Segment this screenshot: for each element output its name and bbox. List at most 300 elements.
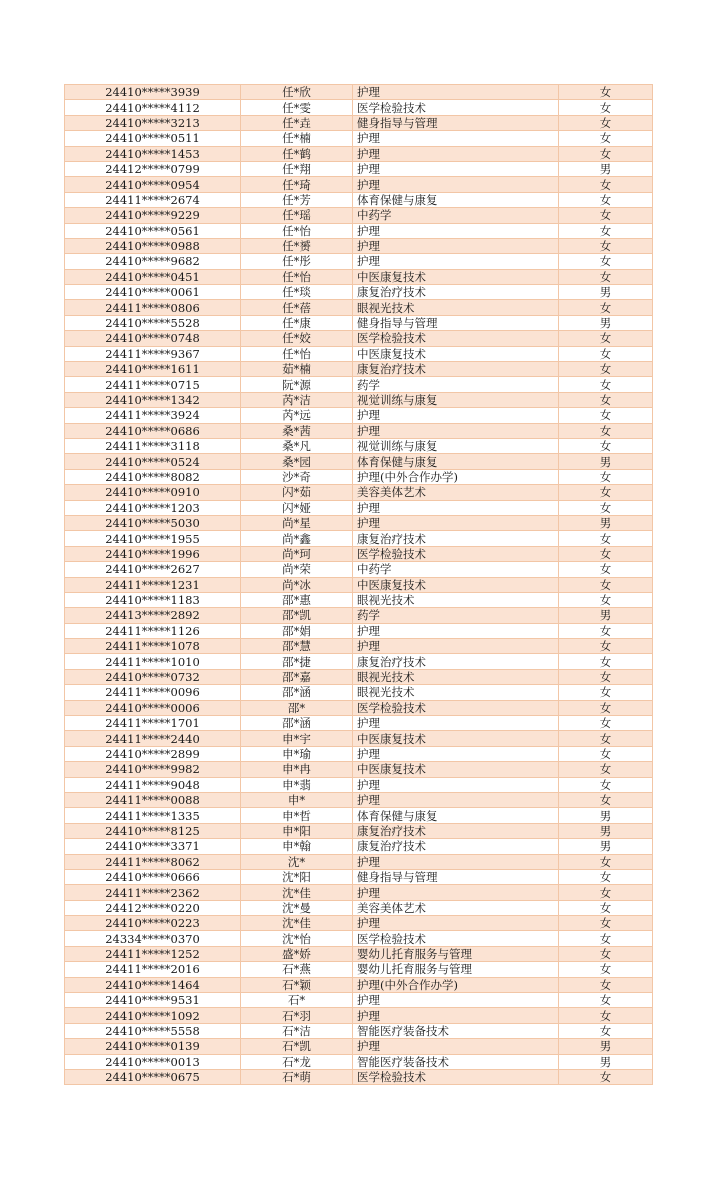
table-row	[65, 269, 653, 284]
student-id-cell: 24411*****0096	[65, 685, 241, 700]
student-id-cell: 24410*****5528	[65, 315, 241, 330]
student-id-cell: 24410*****0561	[65, 223, 241, 238]
gender-cell: 女	[559, 408, 653, 423]
major-cell: 中药学	[353, 562, 559, 577]
name-cell: 芮*远	[241, 408, 353, 423]
major-cell: 智能医疗装备技术	[353, 1023, 559, 1038]
student-id-cell: 24410*****0686	[65, 423, 241, 438]
major-cell: 护理	[353, 1008, 559, 1023]
table-row	[65, 562, 653, 577]
major-cell: 康复治疗技术	[353, 654, 559, 669]
student-id-cell: 24411*****0715	[65, 377, 241, 392]
name-cell: 申*翡	[241, 777, 353, 792]
major-cell: 护理	[353, 777, 559, 792]
gender-cell: 女	[559, 731, 653, 746]
name-cell: 石*萌	[241, 1070, 353, 1085]
major-cell: 护理	[353, 223, 559, 238]
student-id-cell: 24410*****4112	[65, 100, 241, 115]
name-cell: 申*瑜	[241, 746, 353, 761]
name-cell: 邵*捷	[241, 654, 353, 669]
name-cell: 沈*佳	[241, 916, 353, 931]
name-cell: 石*凯	[241, 1039, 353, 1054]
table-row	[65, 238, 653, 253]
student-id-cell: 24410*****1203	[65, 500, 241, 515]
major-cell: 医学检验技术	[353, 1070, 559, 1085]
major-cell: 体育保健与康复	[353, 808, 559, 823]
major-cell: 护理	[353, 639, 559, 654]
name-cell: 邵*凯	[241, 608, 353, 623]
table-row	[65, 1008, 653, 1023]
major-cell: 康复治疗技术	[353, 823, 559, 838]
name-cell: 申*阳	[241, 823, 353, 838]
table-row	[65, 100, 653, 115]
table-row	[65, 746, 653, 761]
gender-cell: 女	[559, 716, 653, 731]
table-row	[65, 531, 653, 546]
name-cell: 石*燕	[241, 962, 353, 977]
student-id-cell: 24410*****1183	[65, 592, 241, 607]
name-cell: 任*怡	[241, 269, 353, 284]
gender-cell: 女	[559, 854, 653, 869]
major-cell: 婴幼儿托育服务与管理	[353, 946, 559, 961]
major-cell: 康复治疗技术	[353, 531, 559, 546]
gender-cell: 男	[559, 161, 653, 176]
name-cell: 尚*鑫	[241, 531, 353, 546]
major-cell: 护理	[353, 254, 559, 269]
gender-cell: 男	[559, 315, 653, 330]
name-cell: 任*康	[241, 315, 353, 330]
student-id-cell: 24411*****1126	[65, 623, 241, 638]
student-id-cell: 24411*****1701	[65, 716, 241, 731]
student-id-cell: 24410*****1611	[65, 362, 241, 377]
major-cell: 医学检验技术	[353, 100, 559, 115]
table-row	[65, 777, 653, 792]
name-cell: 申*	[241, 792, 353, 807]
major-cell: 中医康复技术	[353, 762, 559, 777]
major-cell: 中医康复技术	[353, 731, 559, 746]
name-cell: 石*颖	[241, 977, 353, 992]
major-cell: 护理(中外合作办学)	[353, 977, 559, 992]
student-id-cell: 24410*****9229	[65, 208, 241, 223]
table-row	[65, 792, 653, 807]
name-cell: 任*琦	[241, 177, 353, 192]
student-id-cell: 24410*****8082	[65, 469, 241, 484]
gender-cell: 女	[559, 377, 653, 392]
table-row	[65, 362, 653, 377]
student-id-cell: 24410*****1955	[65, 531, 241, 546]
student-id-cell: 24410*****1996	[65, 546, 241, 561]
major-cell: 护理	[353, 916, 559, 931]
name-cell: 任*雯	[241, 100, 353, 115]
table-row	[65, 485, 653, 500]
student-id-cell: 24410*****3939	[65, 85, 241, 100]
gender-cell: 女	[559, 531, 653, 546]
table-row	[65, 685, 653, 700]
name-cell: 石*羽	[241, 1008, 353, 1023]
gender-cell: 女	[559, 562, 653, 577]
table-row	[65, 392, 653, 407]
table-row	[65, 454, 653, 469]
student-id-cell: 24411*****3118	[65, 438, 241, 453]
table-row	[65, 115, 653, 130]
table-row	[65, 515, 653, 530]
name-cell: 任*怡	[241, 346, 353, 361]
name-cell: 尚*冰	[241, 577, 353, 592]
gender-cell: 女	[559, 146, 653, 161]
student-id-cell: 24411*****0806	[65, 300, 241, 315]
gender-cell: 女	[559, 654, 653, 669]
student-id-cell: 24411*****8062	[65, 854, 241, 869]
major-cell: 护理	[353, 85, 559, 100]
gender-cell: 女	[559, 1008, 653, 1023]
major-cell: 医学检验技术	[353, 546, 559, 561]
major-cell: 眼视光技术	[353, 669, 559, 684]
student-id-cell: 24411*****1231	[65, 577, 241, 592]
major-cell: 医学检验技术	[353, 331, 559, 346]
gender-cell: 女	[559, 423, 653, 438]
gender-cell: 女	[559, 331, 653, 346]
gender-cell: 女	[559, 592, 653, 607]
major-cell: 视觉训练与康复	[353, 392, 559, 407]
table-row	[65, 931, 653, 946]
gender-cell: 女	[559, 946, 653, 961]
gender-cell: 女	[559, 931, 653, 946]
name-cell: 闪*茹	[241, 485, 353, 500]
name-cell: 任*赟	[241, 238, 353, 253]
name-cell: 任*芳	[241, 192, 353, 207]
major-cell: 康复治疗技术	[353, 839, 559, 854]
gender-cell: 女	[559, 192, 653, 207]
major-cell: 体育保健与康复	[353, 454, 559, 469]
table-row	[65, 1070, 653, 1085]
major-cell: 眼视光技术	[353, 592, 559, 607]
gender-cell: 女	[559, 362, 653, 377]
table-row	[65, 177, 653, 192]
gender-cell: 女	[559, 700, 653, 715]
table-row	[65, 731, 653, 746]
name-cell: 尚*荣	[241, 562, 353, 577]
major-cell: 美容美体艺术	[353, 900, 559, 915]
student-id-cell: 24412*****0220	[65, 900, 241, 915]
student-id-cell: 24410*****2899	[65, 746, 241, 761]
major-cell: 护理(中外合作办学)	[353, 469, 559, 484]
name-cell: 邵*慧	[241, 639, 353, 654]
name-cell: 邵*嘉	[241, 669, 353, 684]
table-row	[65, 254, 653, 269]
table-row	[65, 716, 653, 731]
student-id-cell: 24410*****8125	[65, 823, 241, 838]
major-cell: 护理	[353, 623, 559, 638]
name-cell: 沈*曼	[241, 900, 353, 915]
student-id-cell: 24410*****9531	[65, 993, 241, 1008]
table-row	[65, 885, 653, 900]
gender-cell: 女	[559, 346, 653, 361]
student-id-cell: 24410*****0910	[65, 485, 241, 500]
student-list-body	[65, 85, 653, 1085]
name-cell: 阮*源	[241, 377, 353, 392]
table-row	[65, 223, 653, 238]
gender-cell: 女	[559, 238, 653, 253]
major-cell: 眼视光技术	[353, 300, 559, 315]
student-id-cell: 24410*****1092	[65, 1008, 241, 1023]
major-cell: 护理	[353, 854, 559, 869]
major-cell: 康复治疗技术	[353, 362, 559, 377]
table-row	[65, 808, 653, 823]
gender-cell: 女	[559, 962, 653, 977]
table-row	[65, 546, 653, 561]
table-row	[65, 669, 653, 684]
major-cell: 护理	[353, 515, 559, 530]
major-cell: 健身指导与管理	[353, 869, 559, 884]
major-cell: 护理	[353, 238, 559, 253]
name-cell: 申*宇	[241, 731, 353, 746]
major-cell: 医学检验技术	[353, 931, 559, 946]
student-id-cell: 24411*****2016	[65, 962, 241, 977]
gender-cell: 女	[559, 500, 653, 515]
student-id-cell: 24411*****2674	[65, 192, 241, 207]
student-id-cell: 24411*****0088	[65, 792, 241, 807]
table-row	[65, 762, 653, 777]
table-row	[65, 85, 653, 100]
table-row	[65, 916, 653, 931]
name-cell: 沈*阳	[241, 869, 353, 884]
name-cell: 尚*珂	[241, 546, 353, 561]
gender-cell: 女	[559, 746, 653, 761]
table-row	[65, 438, 653, 453]
student-id-cell: 24411*****9367	[65, 346, 241, 361]
table-row	[65, 823, 653, 838]
student-id-cell: 24410*****0524	[65, 454, 241, 469]
major-cell: 护理	[353, 716, 559, 731]
gender-cell: 女	[559, 1070, 653, 1085]
gender-cell: 女	[559, 100, 653, 115]
student-id-cell: 24411*****3924	[65, 408, 241, 423]
student-id-cell: 24410*****1464	[65, 977, 241, 992]
gender-cell: 女	[559, 269, 653, 284]
student-id-cell: 24413*****2892	[65, 608, 241, 623]
major-cell: 体育保健与康复	[353, 192, 559, 207]
gender-cell: 女	[559, 438, 653, 453]
student-id-cell: 24411*****1335	[65, 808, 241, 823]
major-cell: 药学	[353, 377, 559, 392]
name-cell: 桑*凡	[241, 438, 353, 453]
table-row	[65, 331, 653, 346]
major-cell: 美容美体艺术	[353, 485, 559, 500]
table-row	[65, 469, 653, 484]
name-cell: 任*琰	[241, 285, 353, 300]
gender-cell: 男	[559, 285, 653, 300]
name-cell: 申*翰	[241, 839, 353, 854]
gender-cell: 男	[559, 823, 653, 838]
major-cell: 健身指导与管理	[353, 315, 559, 330]
gender-cell: 男	[559, 454, 653, 469]
student-id-cell: 24410*****3371	[65, 839, 241, 854]
gender-cell: 女	[559, 777, 653, 792]
table-row	[65, 654, 653, 669]
table-row	[65, 423, 653, 438]
table-row	[65, 1023, 653, 1038]
name-cell: 沈*怡	[241, 931, 353, 946]
student-id-cell: 24410*****0748	[65, 331, 241, 346]
table-row	[65, 977, 653, 992]
student-id-cell: 24410*****0006	[65, 700, 241, 715]
gender-cell: 女	[559, 792, 653, 807]
name-cell: 桑*园	[241, 454, 353, 469]
major-cell: 护理	[353, 408, 559, 423]
major-cell: 护理	[353, 746, 559, 761]
name-cell: 任*蓓	[241, 300, 353, 315]
table-row	[65, 700, 653, 715]
table-row	[65, 408, 653, 423]
student-id-cell: 24411*****9048	[65, 777, 241, 792]
gender-cell: 男	[559, 608, 653, 623]
major-cell: 护理	[353, 177, 559, 192]
name-cell: 任*楠	[241, 131, 353, 146]
name-cell: 任*瑶	[241, 208, 353, 223]
gender-cell: 女	[559, 762, 653, 777]
table-row	[65, 192, 653, 207]
student-id-cell: 24410*****0675	[65, 1070, 241, 1085]
name-cell: 闪*娅	[241, 500, 353, 515]
student-list-table	[64, 84, 653, 1085]
name-cell: 任*姣	[241, 331, 353, 346]
student-id-cell: 24410*****0666	[65, 869, 241, 884]
name-cell: 桑*茜	[241, 423, 353, 438]
table-row	[65, 131, 653, 146]
table-row	[65, 346, 653, 361]
gender-cell: 男	[559, 839, 653, 854]
table-row	[65, 869, 653, 884]
student-id-cell: 24411*****2440	[65, 731, 241, 746]
student-id-cell: 24410*****0139	[65, 1039, 241, 1054]
name-cell: 芮*洁	[241, 392, 353, 407]
gender-cell: 女	[559, 223, 653, 238]
major-cell: 药学	[353, 608, 559, 623]
gender-cell: 女	[559, 546, 653, 561]
name-cell: 任*彤	[241, 254, 353, 269]
major-cell: 护理	[353, 146, 559, 161]
student-id-cell: 24410*****0511	[65, 131, 241, 146]
name-cell: 尚*星	[241, 515, 353, 530]
student-id-cell: 24410*****1342	[65, 392, 241, 407]
name-cell: 任*翔	[241, 161, 353, 176]
major-cell: 中医康复技术	[353, 269, 559, 284]
name-cell: 任*垚	[241, 115, 353, 130]
table-row	[65, 608, 653, 623]
gender-cell: 男	[559, 515, 653, 530]
gender-cell: 女	[559, 300, 653, 315]
major-cell: 护理	[353, 993, 559, 1008]
student-id-cell: 24410*****0061	[65, 285, 241, 300]
name-cell: 沙*奇	[241, 469, 353, 484]
gender-cell: 男	[559, 808, 653, 823]
gender-cell: 男	[559, 1054, 653, 1069]
gender-cell: 女	[559, 1023, 653, 1038]
student-id-cell: 24410*****9982	[65, 762, 241, 777]
student-id-cell: 24334*****0370	[65, 931, 241, 946]
name-cell: 沈*佳	[241, 885, 353, 900]
table-row	[65, 285, 653, 300]
table-row	[65, 1039, 653, 1054]
name-cell: 申*冉	[241, 762, 353, 777]
table-row	[65, 839, 653, 854]
table-row	[65, 623, 653, 638]
name-cell: 沈*	[241, 854, 353, 869]
table-row	[65, 315, 653, 330]
gender-cell: 女	[559, 485, 653, 500]
table-row	[65, 161, 653, 176]
gender-cell: 男	[559, 1039, 653, 1054]
major-cell: 护理	[353, 500, 559, 515]
gender-cell: 女	[559, 685, 653, 700]
major-cell: 护理	[353, 131, 559, 146]
name-cell: 石*洁	[241, 1023, 353, 1038]
gender-cell: 女	[559, 131, 653, 146]
student-id-cell: 24410*****0223	[65, 916, 241, 931]
major-cell: 医学检验技术	[353, 700, 559, 715]
gender-cell: 女	[559, 392, 653, 407]
gender-cell: 女	[559, 469, 653, 484]
gender-cell: 女	[559, 977, 653, 992]
table-row	[65, 946, 653, 961]
major-cell: 中医康复技术	[353, 577, 559, 592]
table-row	[65, 577, 653, 592]
student-id-cell: 24410*****0013	[65, 1054, 241, 1069]
student-id-cell: 24410*****0954	[65, 177, 241, 192]
name-cell: 邵*涵	[241, 716, 353, 731]
major-cell: 中医康复技术	[353, 346, 559, 361]
name-cell: 邵*涵	[241, 685, 353, 700]
student-id-cell: 24410*****9682	[65, 254, 241, 269]
major-cell: 康复治疗技术	[353, 285, 559, 300]
table-row	[65, 377, 653, 392]
student-id-cell: 24410*****1453	[65, 146, 241, 161]
table-row	[65, 500, 653, 515]
gender-cell: 女	[559, 993, 653, 1008]
gender-cell: 女	[559, 900, 653, 915]
name-cell: 茹*楠	[241, 362, 353, 377]
gender-cell: 女	[559, 869, 653, 884]
gender-cell: 女	[559, 208, 653, 223]
student-id-cell: 24410*****0988	[65, 238, 241, 253]
major-cell: 护理	[353, 885, 559, 900]
name-cell: 邵*	[241, 700, 353, 715]
name-cell: 盛*娇	[241, 946, 353, 961]
major-cell: 视觉训练与康复	[353, 438, 559, 453]
table-row	[65, 854, 653, 869]
table-row	[65, 639, 653, 654]
name-cell: 石*	[241, 993, 353, 1008]
table-row	[65, 1054, 653, 1069]
name-cell: 任*鹤	[241, 146, 353, 161]
major-cell: 护理	[353, 423, 559, 438]
student-id-cell: 24410*****5030	[65, 515, 241, 530]
major-cell: 护理	[353, 161, 559, 176]
table-row	[65, 993, 653, 1008]
major-cell: 智能医疗装备技术	[353, 1054, 559, 1069]
name-cell: 邵*惠	[241, 592, 353, 607]
table-row	[65, 592, 653, 607]
student-id-cell: 24410*****0732	[65, 669, 241, 684]
name-cell: 任*怡	[241, 223, 353, 238]
student-id-cell: 24412*****0799	[65, 161, 241, 176]
table-row	[65, 146, 653, 161]
gender-cell: 女	[559, 177, 653, 192]
gender-cell: 女	[559, 669, 653, 684]
gender-cell: 女	[559, 916, 653, 931]
name-cell: 石*龙	[241, 1054, 353, 1069]
major-cell: 婴幼儿托育服务与管理	[353, 962, 559, 977]
